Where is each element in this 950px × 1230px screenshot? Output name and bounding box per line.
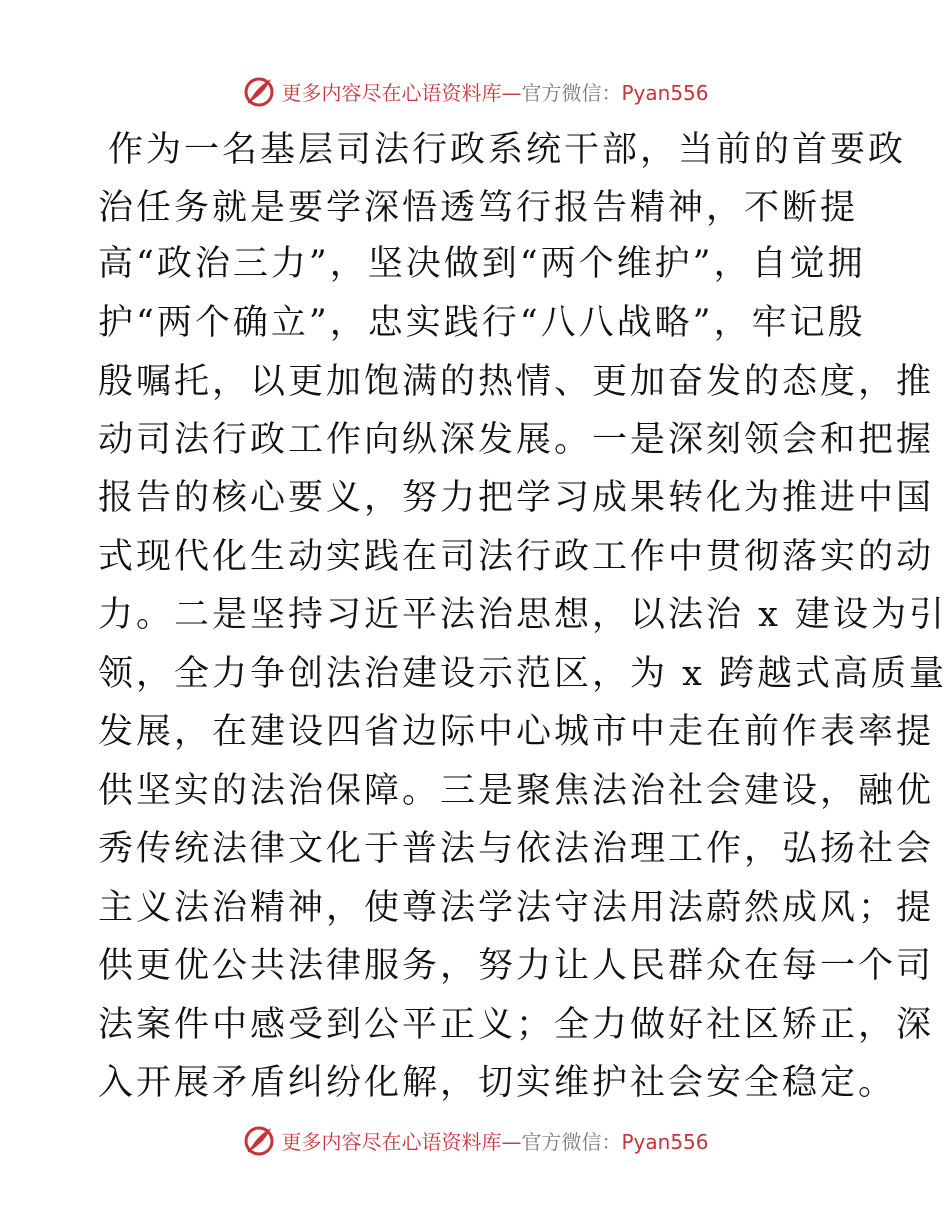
body-line: 式现代化生动实践在司法行政工作中贯彻落实的动: [98, 537, 935, 577]
body-line: 报告的核心要义，努力把学习成果转化为推进中国: [98, 478, 935, 518]
body-line: 高“政治三力”，坚决做到“两个维护”，自觉拥: [98, 244, 866, 284]
watermark-site-text: 更多内容尽在心语资料库: [281, 1129, 502, 1154]
body-line: 力。二是坚持习近平法治思想，以法治 x 建设为引: [98, 595, 947, 635]
body-line: 发展，在建设四省边际中心城市中走在前作表率提: [98, 712, 935, 752]
body-line: 供更优公共法律服务，努力让人民群众在每一个司: [98, 946, 935, 986]
watermark-handle: Pyan556: [621, 1129, 709, 1154]
body-line: 动司法行政工作向纵深发展。一是深刻领会和把握: [98, 420, 935, 460]
footer-watermark: [0, 1120, 950, 1160]
header-watermark: [0, 71, 950, 111]
body-line: 法案件中感受到公平正义；全力做好社区矫正，深: [98, 1005, 935, 1045]
body-line: 秀传统法律文化于普法与依法治理工作，弘扬社会: [98, 829, 935, 869]
watermark-wechat-label: 官方微信：: [521, 1129, 622, 1154]
watermark-site-text: 更多内容尽在心语资料库: [281, 80, 502, 105]
watermark-handle: Pyan556: [621, 80, 709, 105]
body-line: 作为一名基层司法行政系统干部，当前的首要政: [108, 130, 907, 170]
body-line: 供坚实的法治保障。三是聚焦法治社会建设，融优: [98, 771, 935, 811]
quill-pen-logo-icon: [241, 1122, 277, 1158]
watermark-wechat-label: 官方微信：: [521, 80, 622, 105]
body-line: 领，全力争创法治建设示范区，为 x 跨越式高质量: [98, 654, 947, 694]
watermark-dash: —: [501, 1129, 522, 1154]
body-line: 护“两个确立”，忠实践行“八八战略”，牢记殷: [98, 303, 866, 343]
body-line: 入开展矛盾纠纷化解，切实维护社会安全稳定。: [98, 1063, 897, 1103]
watermark-text: [281, 1126, 708, 1155]
quill-pen-logo-icon: [241, 73, 277, 109]
body-line: 主义法治精神，使尊法学法守法用法蔚然成风；提: [98, 888, 935, 928]
watermark-text: [281, 77, 708, 106]
body-line: 治任务就是要学深悟透笃行报告精神，不断提: [98, 188, 859, 228]
watermark-dash: —: [501, 80, 522, 105]
body-line: 殷嘱托，以更加饱满的热情、更加奋发的态度，推: [98, 362, 935, 402]
